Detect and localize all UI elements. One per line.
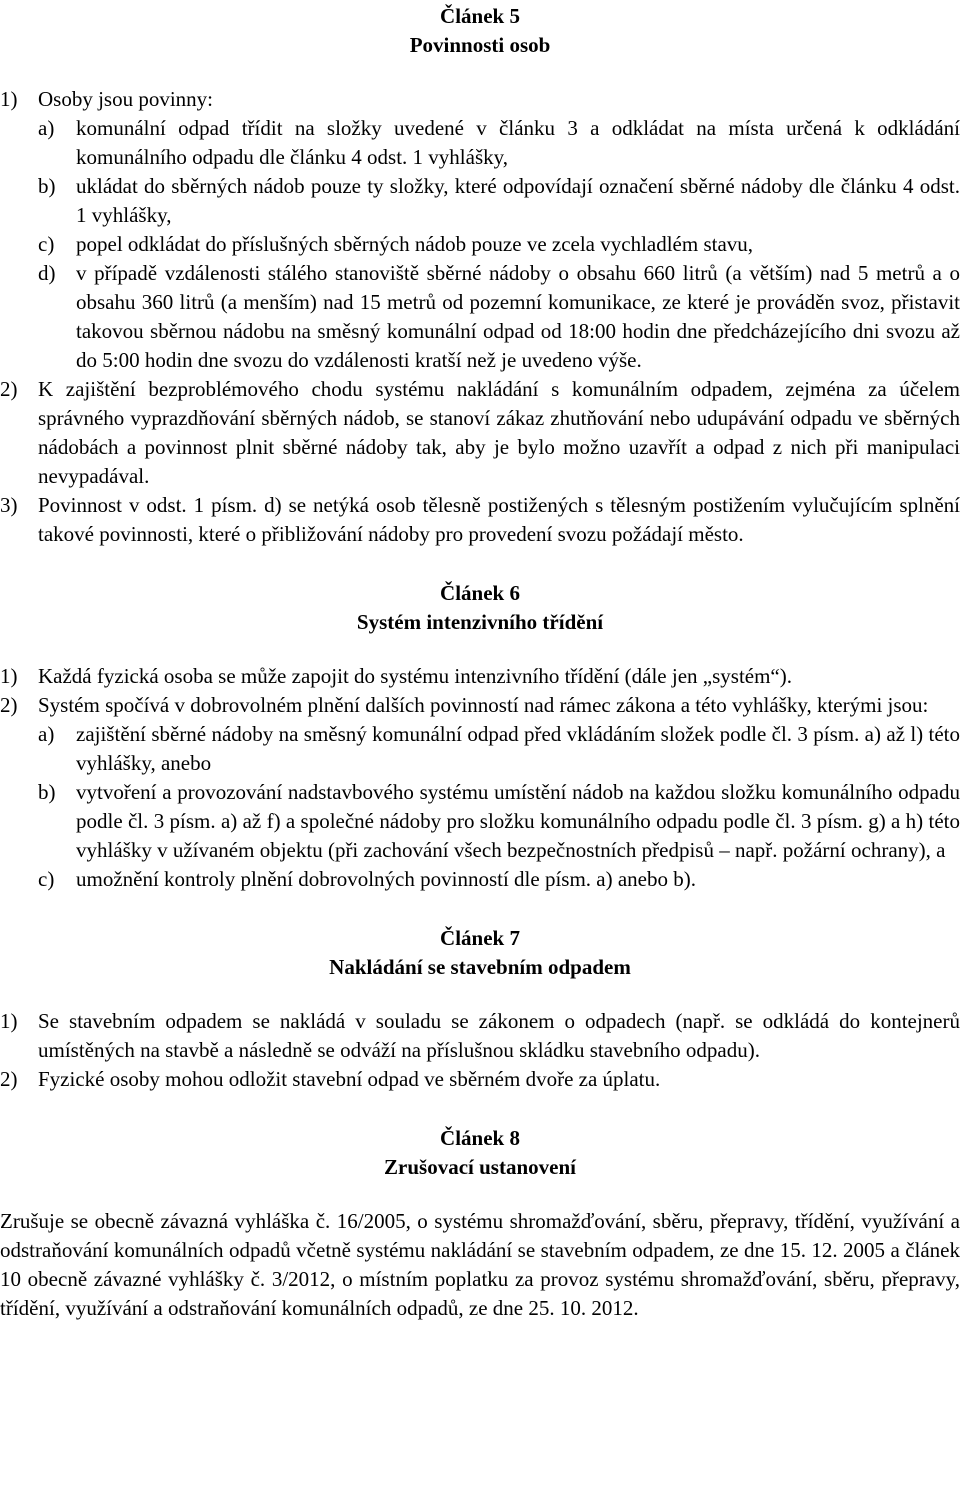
article-title: Povinnosti osob: [409, 33, 551, 57]
article-number: Článek 5: [440, 4, 520, 28]
article-number: Článek 7: [440, 926, 520, 950]
sub-item-text: komunální odpad třídit na složky uvedené v článku 3 a odkládat na místa určená k odkládání komunálního odpadu dle článku 4 odst. 1 vyhlášky,: [76, 116, 960, 169]
item-text: Systém spočívá v dobrovolném plnění dalších povinností nad rámec zákona a této vyhlášky, kterými jsou:: [38, 693, 929, 717]
article-6: [0, 579, 960, 894]
paragraph-item: [0, 375, 960, 491]
article-heading: [0, 579, 960, 637]
sub-item-text: vytvoření a provozování nadstavbového systému umístění nádob na každou složku komunálního odpadu podle čl. 3 písm. a) až f) a společné nádoby pro složku komunálního odpadu podle čl. 3 písm. g) a h) této vyhlášky v užívaném objektu (při zachování všech bezpečnostních předpisů – např. požární ochrany), a: [76, 780, 960, 862]
item-text: Povinnost v odst. 1 písm. d) se netýká osob tělesně postižených s tělesným postižením vylučujícím splnění takové povinnosti, které o přibližování nádoby pro provedení svozu požádají město.: [38, 493, 960, 546]
item-text: Osoby jsou povinny:: [38, 87, 214, 111]
sub-item-label: b): [38, 174, 56, 198]
article-title: Systém intenzivního třídění: [356, 610, 604, 634]
sub-item-text: popel odkládat do příslušných sběrných nádob pouze ve zcela vychladlém stavu,: [76, 232, 754, 256]
sub-item-text: zajištění sběrné nádoby na směsný komunální odpad před vkládáním složek podle čl. 3 písm. a) až l) této vyhlášky, anebo: [76, 722, 960, 775]
sub-item: [0, 114, 960, 172]
item-number: 2): [0, 693, 18, 717]
document-body: [0, 2, 960, 1323]
sub-item: [0, 865, 960, 894]
item-number: 1): [0, 664, 18, 688]
paragraph-item: [0, 85, 960, 114]
article-title: Nakládání se stavebním odpadem: [329, 955, 631, 979]
paragraph-item: [0, 1065, 960, 1094]
item-text: K zajištění bezproblémového chodu systému nakládání s komunálním odpadem, zejména za účelem správného vyprazdňování sběrných nádob, se stanoví zákaz zhutňování nebo udupávání odpadu ve sběrných nádobách a povinnost plnit sběrné nádoby tak, aby je bylo možno uzavřít a odpad z nich při manipulaci nevypadával.: [38, 377, 960, 488]
sub-item: [0, 259, 960, 375]
article-heading: [0, 2, 960, 60]
item-number: 2): [0, 377, 18, 401]
item-number: 1): [0, 87, 18, 111]
sub-item-label: a): [38, 116, 55, 140]
sub-item: [0, 172, 960, 230]
item-number: 2): [0, 1067, 18, 1091]
sub-item-label: c): [38, 232, 55, 256]
article-number: Článek 8: [440, 1126, 520, 1150]
item-text: Fyzické osoby mohou odložit stavební odpad ve sběrném dvoře za úplatu.: [38, 1067, 661, 1091]
sub-item-label: c): [38, 867, 55, 891]
sub-item-label: b): [38, 780, 56, 804]
sub-item-text: v případě vzdálenosti stálého stanoviště sběrné nádoby o obsahu 660 litrů (a větším) nad 5 metrů a o obsahu 360 litrů (a menším) nad 15 metrů od pozemní komunikace, ze které je prováděn svoz, přistavit takovou sběrnou nádobu na směsný komunální odpad od 18:00 hodin dne předcházejícího dni svozu až do 5:00 hodin dne svozu do vzdálenosti kratší než je uvedeno výše.: [76, 261, 960, 372]
article-title: Zrušovací ustanovení: [384, 1155, 576, 1179]
sub-item: [0, 720, 960, 778]
article-8: [0, 1124, 960, 1323]
article-heading: [0, 924, 960, 982]
item-number: 3): [0, 493, 18, 517]
sub-item-label: d): [38, 261, 56, 285]
sub-item-label: a): [38, 722, 55, 746]
article-5: [0, 2, 960, 549]
repeal-paragraph: Zrušuje se obecně závazná vyhláška č. 16/2005, o systému shromažďování, sběru, přepravy, třídění, využívání a odstraňování komunálních odpadů včetně systému nakládání se stavebním odpadem, ze dne 15. 12. 2005 a článek 10 obecně závazné vyhlášky č. 3/2012, o místním poplatku za provoz systému shromažďování, sběru, přepravy, třídění, využívání a odstraňování komunálních odpadů, ze dne 25. 10. 2012.: [0, 1209, 960, 1320]
sub-item-text: ukládat do sběrných nádob pouze ty složky, které odpovídají označení sběrné nádoby dle článku 4 odst. 1 vyhlášky,: [76, 174, 960, 227]
item-text: Každá fyzická osoba se může zapojit do systému intenzivního třídění (dále jen „systém“).: [38, 664, 793, 688]
paragraph-item: [0, 1007, 960, 1065]
article-7: [0, 924, 960, 1094]
sub-item: [0, 230, 960, 259]
sub-item-text: umožnění kontroly plnění dobrovolných povinností dle písm. a) anebo b).: [76, 867, 696, 891]
article-heading: [0, 1124, 960, 1182]
paragraph-item: [0, 491, 960, 549]
article-number: Článek 6: [440, 581, 520, 605]
sub-item: [0, 778, 960, 865]
item-number: 1): [0, 1009, 18, 1033]
paragraph-item: [0, 662, 960, 691]
item-text: Se stavebním odpadem se nakládá v souladu se zákonem o odpadech (např. se odkládá do kontejnerů umístěných na stavbě a následně se odváží na příslušnou skládku stavebního odpadu).: [38, 1009, 960, 1062]
paragraph-item: [0, 691, 960, 720]
